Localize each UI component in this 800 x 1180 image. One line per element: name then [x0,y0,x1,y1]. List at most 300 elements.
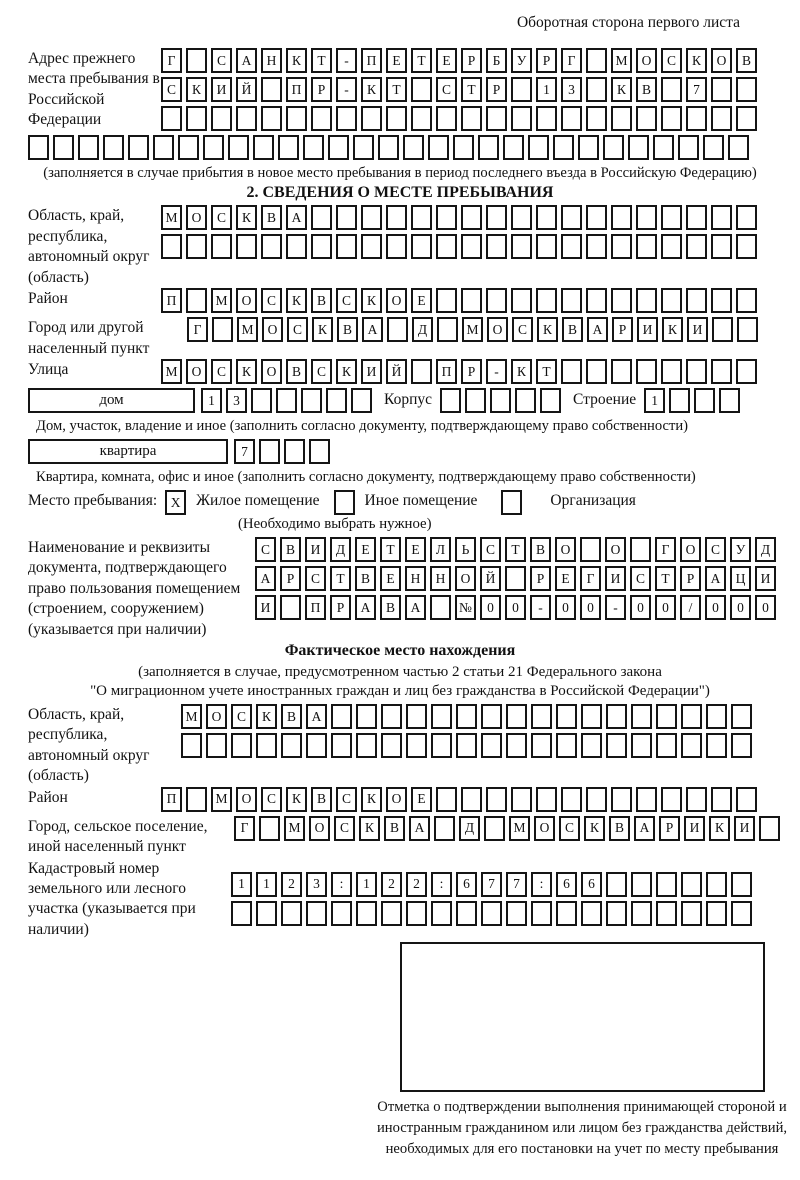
char-box[interactable] [236,234,257,259]
char-box[interactable] [181,733,202,758]
char-box[interactable]: 3 [561,77,582,102]
char-box[interactable]: В [286,359,307,384]
char-box[interactable]: П [161,288,182,313]
char-box[interactable]: П [361,48,382,73]
char-box[interactable]: 1 [536,77,557,102]
char-box[interactable] [256,901,277,926]
char-box[interactable] [259,816,280,841]
char-box[interactable] [711,106,732,131]
char-box[interactable]: Г [580,566,601,591]
char-box[interactable] [686,359,707,384]
char-box[interactable]: : [531,872,552,897]
char-box[interactable] [636,205,657,230]
char-box[interactable] [284,439,305,464]
char-box[interactable]: М [211,288,232,313]
char-box[interactable] [561,787,582,812]
char-box[interactable]: Г [187,317,208,342]
char-box[interactable]: В [384,816,405,841]
char-box[interactable]: К [359,816,380,841]
char-box[interactable] [736,234,757,259]
char-box[interactable]: К [286,787,307,812]
char-box[interactable] [728,135,749,160]
char-box[interactable] [511,787,532,812]
char-box[interactable] [328,135,349,160]
char-box[interactable]: 1 [231,872,252,897]
char-box[interactable] [434,816,455,841]
char-box[interactable]: Г [234,816,255,841]
char-box[interactable]: О [487,317,508,342]
char-box[interactable] [281,733,302,758]
char-box[interactable]: 0 [580,595,601,620]
char-box[interactable] [581,901,602,926]
char-box[interactable]: О [309,816,330,841]
char-box[interactable]: В [311,787,332,812]
char-box[interactable] [503,135,524,160]
char-box[interactable] [486,787,507,812]
char-box[interactable]: 2 [281,872,302,897]
char-box[interactable]: Р [461,359,482,384]
char-box[interactable]: О [555,537,576,562]
char-box[interactable] [411,106,432,131]
char-box[interactable]: О [186,205,207,230]
char-box[interactable] [178,135,199,160]
char-box[interactable] [536,288,557,313]
char-box[interactable] [636,359,657,384]
char-box[interactable] [486,106,507,131]
char-box[interactable] [311,205,332,230]
char-box[interactable]: М [161,205,182,230]
char-box[interactable] [653,135,674,160]
char-box[interactable] [461,288,482,313]
char-box[interactable]: Е [386,48,407,73]
char-box[interactable] [531,901,552,926]
char-box[interactable]: П [305,595,326,620]
char-box[interactable] [456,733,477,758]
char-box[interactable] [331,733,352,758]
char-box[interactable]: В [281,704,302,729]
char-box[interactable]: 0 [755,595,776,620]
char-box[interactable]: А [405,595,426,620]
char-box[interactable] [661,106,682,131]
char-box[interactable]: М [211,787,232,812]
char-box[interactable] [631,733,652,758]
char-box[interactable]: И [687,317,708,342]
char-box[interactable] [436,205,457,230]
char-box[interactable] [411,77,432,102]
char-box[interactable]: Д [412,317,433,342]
char-box[interactable]: Р [486,77,507,102]
char-box[interactable]: М [237,317,258,342]
char-box[interactable] [656,872,677,897]
char-box[interactable]: И [211,77,232,102]
char-box[interactable]: О [534,816,555,841]
char-box[interactable] [356,733,377,758]
char-box[interactable] [486,234,507,259]
char-box[interactable]: Р [330,595,351,620]
char-box[interactable] [78,135,99,160]
char-box[interactable] [386,106,407,131]
char-box[interactable]: К [662,317,683,342]
char-box[interactable] [711,77,732,102]
char-box[interactable]: 2 [381,872,402,897]
char-box[interactable] [128,135,149,160]
char-box[interactable] [361,205,382,230]
char-box[interactable] [681,704,702,729]
char-box[interactable] [206,733,227,758]
char-box[interactable] [711,288,732,313]
char-box[interactable] [581,733,602,758]
char-box[interactable] [561,234,582,259]
char-box[interactable] [636,787,657,812]
char-box[interactable] [731,872,752,897]
char-box[interactable] [386,234,407,259]
char-box[interactable]: 7 [686,77,707,102]
char-box[interactable] [311,234,332,259]
char-box[interactable] [711,234,732,259]
char-box[interactable]: К [361,288,382,313]
char-box[interactable]: 0 [630,595,651,620]
char-box[interactable] [303,135,324,160]
char-box[interactable] [186,106,207,131]
char-box[interactable] [309,439,330,464]
char-box[interactable] [228,135,249,160]
char-box[interactable]: И [361,359,382,384]
char-box[interactable] [511,234,532,259]
char-box[interactable] [481,733,502,758]
char-box[interactable] [505,566,526,591]
char-box[interactable]: С [336,288,357,313]
char-box[interactable] [586,48,607,73]
char-box[interactable]: В [609,816,630,841]
char-box[interactable]: - [530,595,551,620]
char-box[interactable]: О [455,566,476,591]
char-box[interactable]: А [255,566,276,591]
char-box[interactable] [737,317,758,342]
char-box[interactable] [406,704,427,729]
char-box[interactable] [231,901,252,926]
char-box[interactable]: 0 [655,595,676,620]
char-box[interactable] [703,135,724,160]
char-box[interactable] [606,872,627,897]
char-box[interactable] [661,359,682,384]
char-box[interactable] [606,704,627,729]
char-box[interactable]: Г [655,537,676,562]
char-box[interactable] [606,733,627,758]
char-box[interactable] [536,234,557,259]
char-box[interactable]: О [386,787,407,812]
char-box[interactable] [511,288,532,313]
char-box[interactable] [706,872,727,897]
char-box[interactable] [186,234,207,259]
char-box[interactable]: В [736,48,757,73]
char-box[interactable]: К [611,77,632,102]
char-box[interactable]: О [711,48,732,73]
char-box[interactable] [656,704,677,729]
char-box[interactable] [586,77,607,102]
char-box[interactable] [161,234,182,259]
char-box[interactable] [611,205,632,230]
char-box[interactable]: С [261,787,282,812]
char-box[interactable] [461,205,482,230]
char-box[interactable]: У [730,537,751,562]
char-box[interactable]: Е [555,566,576,591]
char-box[interactable]: Ь [455,537,476,562]
char-box[interactable] [506,733,527,758]
char-box[interactable] [531,733,552,758]
char-box[interactable] [356,704,377,729]
char-box[interactable] [453,135,474,160]
char-box[interactable] [656,901,677,926]
char-box[interactable]: Т [461,77,482,102]
char-box[interactable]: Е [411,288,432,313]
char-box[interactable]: И [755,566,776,591]
char-box[interactable] [611,234,632,259]
char-box[interactable] [103,135,124,160]
char-box[interactable] [406,901,427,926]
char-box[interactable] [336,106,357,131]
char-box[interactable]: 0 [505,595,526,620]
char-box[interactable]: К [361,787,382,812]
char-box[interactable]: А [409,816,430,841]
char-box[interactable] [736,106,757,131]
char-box[interactable]: П [161,787,182,812]
char-box[interactable] [681,872,702,897]
char-box[interactable]: Т [411,48,432,73]
char-box[interactable] [161,106,182,131]
char-box[interactable] [586,359,607,384]
char-box[interactable]: А [587,317,608,342]
char-box[interactable]: Д [755,537,776,562]
char-box[interactable] [437,317,458,342]
char-box[interactable]: 0 [555,595,576,620]
char-box[interactable] [603,135,624,160]
char-box[interactable]: А [634,816,655,841]
char-box[interactable] [281,901,302,926]
char-box[interactable] [261,234,282,259]
char-box[interactable] [586,288,607,313]
char-box[interactable]: Р [311,77,332,102]
char-box[interactable] [331,704,352,729]
char-box[interactable]: 6 [581,872,602,897]
char-box[interactable]: - [486,359,507,384]
char-box[interactable] [436,106,457,131]
char-box[interactable]: А [306,704,327,729]
char-box[interactable] [681,901,702,926]
char-box[interactable]: М [611,48,632,73]
char-box[interactable] [431,704,452,729]
char-box[interactable] [686,106,707,131]
char-box[interactable]: Н [405,566,426,591]
char-box[interactable]: 6 [456,872,477,897]
char-box[interactable] [736,787,757,812]
char-box[interactable]: О [186,359,207,384]
char-box[interactable]: Р [612,317,633,342]
char-box[interactable] [336,205,357,230]
char-box[interactable] [465,388,486,413]
char-box[interactable] [736,288,757,313]
char-box[interactable] [440,388,461,413]
char-box[interactable] [661,234,682,259]
char-box[interactable]: С [661,48,682,73]
char-box[interactable]: Д [459,816,480,841]
char-box[interactable] [661,288,682,313]
char-box[interactable]: М [161,359,182,384]
char-box[interactable] [686,787,707,812]
char-box[interactable]: О [636,48,657,73]
char-box[interactable] [456,901,477,926]
char-box[interactable] [586,787,607,812]
char-box[interactable]: С [336,787,357,812]
char-box[interactable] [712,317,733,342]
char-box[interactable] [759,816,780,841]
char-box[interactable] [461,234,482,259]
char-box[interactable] [486,205,507,230]
char-box[interactable] [481,704,502,729]
char-box[interactable] [411,234,432,259]
char-box[interactable] [694,388,715,413]
char-box[interactable]: Т [655,566,676,591]
char-box[interactable] [631,901,652,926]
char-box[interactable]: О [386,288,407,313]
char-box[interactable]: Й [480,566,501,591]
char-box[interactable] [731,733,752,758]
char-box[interactable]: Н [430,566,451,591]
char-box[interactable]: Е [436,48,457,73]
char-box[interactable]: С [334,816,355,841]
char-box[interactable]: Е [355,537,376,562]
char-box[interactable]: 7 [234,439,255,464]
char-box[interactable]: В [380,595,401,620]
char-box[interactable]: С [311,359,332,384]
char-box[interactable] [528,135,549,160]
char-box[interactable] [211,106,232,131]
char-box[interactable]: К [286,48,307,73]
char-box[interactable]: К [236,205,257,230]
char-box[interactable]: № [455,595,476,620]
char-box[interactable]: Г [561,48,582,73]
char-box[interactable] [306,733,327,758]
char-box[interactable]: А [362,317,383,342]
char-box[interactable]: Т [311,48,332,73]
char-box[interactable] [336,234,357,259]
char-box[interactable] [430,595,451,620]
char-box[interactable]: Е [380,566,401,591]
char-box[interactable] [611,359,632,384]
char-box[interactable] [561,359,582,384]
char-box[interactable] [381,901,402,926]
char-box[interactable]: В [636,77,657,102]
char-box[interactable]: Ц [730,566,751,591]
char-box[interactable]: 6 [556,872,577,897]
char-box[interactable]: 1 [256,872,277,897]
char-box[interactable] [661,205,682,230]
char-box[interactable]: 2 [406,872,427,897]
char-box[interactable]: И [305,537,326,562]
char-box[interactable]: С [305,566,326,591]
char-box[interactable] [481,901,502,926]
char-box[interactable]: П [436,359,457,384]
char-box[interactable] [631,704,652,729]
char-box[interactable]: Т [330,566,351,591]
char-box[interactable]: С [287,317,308,342]
char-box[interactable]: : [431,872,452,897]
char-box[interactable] [736,359,757,384]
char-box[interactable]: Р [680,566,701,591]
char-box[interactable] [436,234,457,259]
char-box[interactable]: У [511,48,532,73]
char-box[interactable] [686,205,707,230]
char-box[interactable] [706,901,727,926]
char-box[interactable] [490,388,511,413]
char-box[interactable] [403,135,424,160]
char-box[interactable] [326,388,347,413]
char-box[interactable] [578,135,599,160]
char-box[interactable]: - [605,595,626,620]
char-box[interactable]: 1 [201,388,222,413]
char-box[interactable] [561,205,582,230]
char-box[interactable] [606,901,627,926]
char-box[interactable]: С [705,537,726,562]
char-box[interactable] [736,205,757,230]
char-box[interactable]: Е [411,787,432,812]
char-box[interactable] [353,135,374,160]
char-box[interactable]: С [255,537,276,562]
char-box[interactable]: Т [505,537,526,562]
char-box[interactable] [556,704,577,729]
char-box[interactable]: В [562,317,583,342]
char-box[interactable]: В [355,566,376,591]
char-box[interactable] [236,106,257,131]
char-box[interactable]: К [336,359,357,384]
char-box[interactable] [212,317,233,342]
char-box[interactable] [536,787,557,812]
char-box[interactable] [628,135,649,160]
char-box[interactable]: В [280,537,301,562]
char-box[interactable]: Р [461,48,482,73]
char-box[interactable]: И [684,816,705,841]
char-box[interactable]: Б [486,48,507,73]
char-box[interactable] [553,135,574,160]
char-box[interactable] [586,106,607,131]
char-box[interactable] [636,106,657,131]
char-box[interactable]: В [530,537,551,562]
char-box[interactable] [586,234,607,259]
char-box[interactable]: О [261,359,282,384]
char-box[interactable] [256,733,277,758]
char-box[interactable] [203,135,224,160]
char-box[interactable]: 0 [705,595,726,620]
char-box[interactable]: А [236,48,257,73]
char-box[interactable]: К [236,359,257,384]
char-box[interactable]: О [206,704,227,729]
char-box[interactable] [259,439,280,464]
char-box[interactable]: В [337,317,358,342]
char-box[interactable] [406,733,427,758]
char-box[interactable] [556,901,577,926]
char-box[interactable] [186,288,207,313]
char-box[interactable] [711,787,732,812]
char-box[interactable]: С [512,317,533,342]
char-box[interactable] [411,205,432,230]
char-box[interactable]: И [734,816,755,841]
char-box[interactable]: - [336,77,357,102]
char-box[interactable] [561,288,582,313]
char-box[interactable]: - [336,48,357,73]
char-box[interactable]: / [680,595,701,620]
char-box[interactable] [536,106,557,131]
char-box[interactable]: Т [536,359,557,384]
char-box[interactable]: Р [280,566,301,591]
